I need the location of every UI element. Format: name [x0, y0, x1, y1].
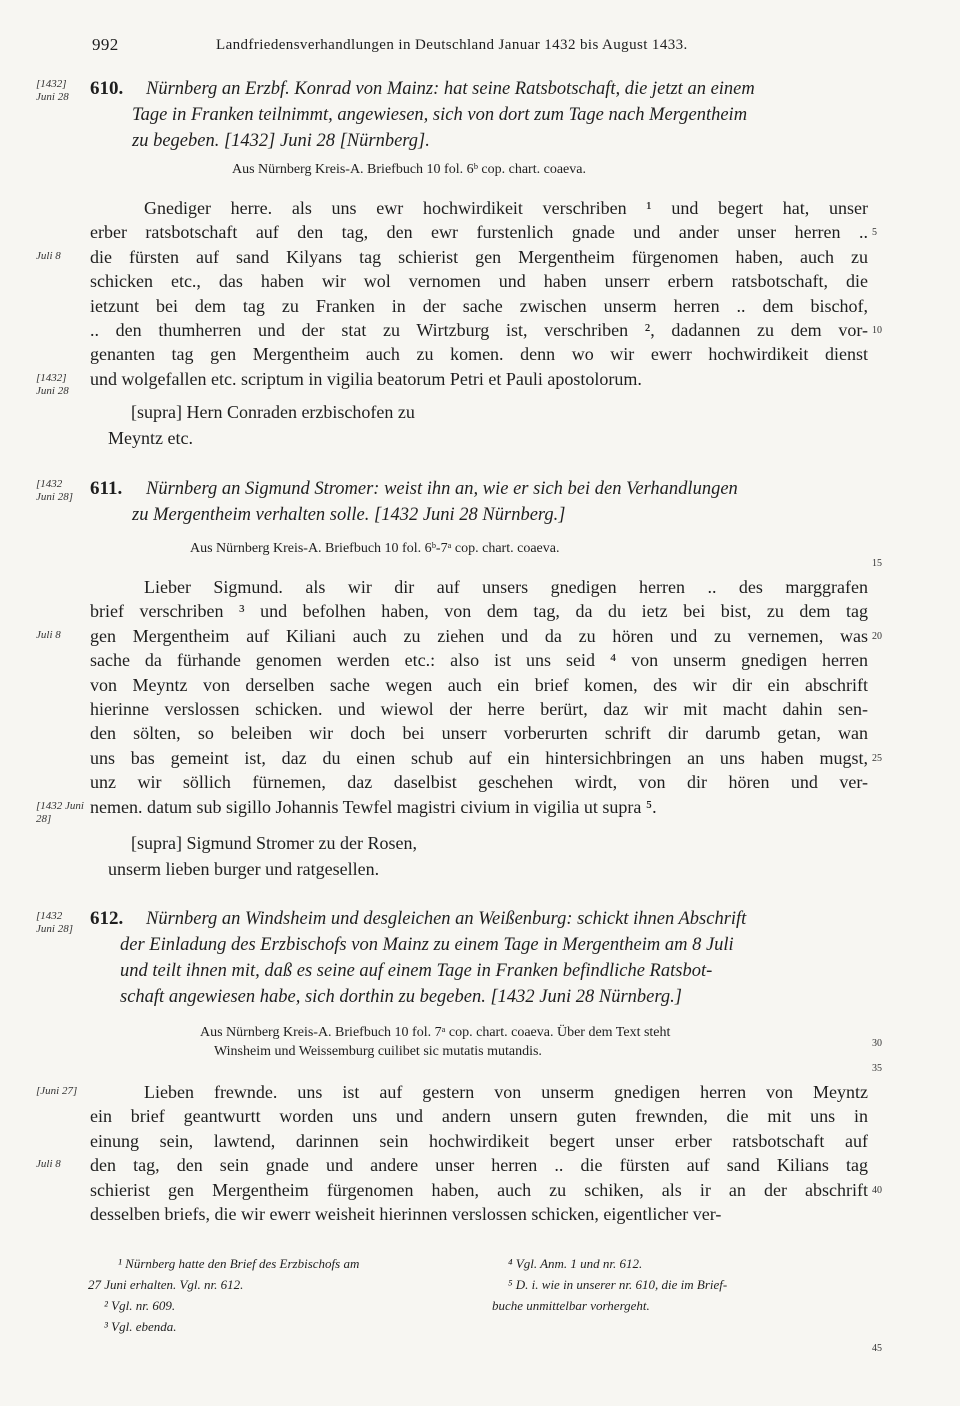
doc612-number-text: 612. — [90, 908, 124, 929]
doc610-text-line: und wolgefallen etc. scriptum in vigilia beatorum Petri et Pauli apostolorum. — [90, 368, 642, 389]
doc610-address-line: Meyntz etc. — [108, 428, 193, 448]
doc610-number-text: 610. — [90, 78, 124, 99]
doc612-source-line: Aus Nürnberg Kreis-A. Briefbuch 10 fol. 7ᵃ cop. chart. coaeva. Über dem Text steht — [200, 1025, 671, 1040]
doc611-text-line: hierinne verslossen schicken. und wiewol der herre berürt, daz wir mit macht dahin sen- — [90, 699, 868, 719]
line-number: 30 — [872, 1038, 882, 1050]
doc611-margin-date: [1432 Juni 28] — [36, 478, 73, 503]
doc610-text-line: genanten tag gen Mergentheim auch zu komen. denn wo wir ewerr hochwirdikeit dienst — [90, 344, 868, 365]
line-number: 10 — [872, 325, 882, 336]
doc611-text-line: den sölten, so beleiben wir doch bei unserr vorberurten schrift dir darumb getan, wan — [90, 723, 868, 744]
doc611-text-line: uns bas gemeint ist, daz du einen schub auf ein hintersichbringen an uns haben mugst, — [90, 747, 868, 768]
doc610-text-line: erber ratsbotschaft auf den tag, den ewr furstenlich gnade und ander unser herren .. — [90, 222, 868, 243]
doc612-text-line: Lieben frewnde. uns ist auf gestern von unserm gnedigen herren von Meyntz — [144, 1082, 868, 1102]
doc611-source: Aus Nürnberg Kreis-A. Briefbuch 10 fol. 6ᵇ-7ᵃ cop. chart. coaeva. — [190, 541, 560, 556]
doc611-address-line: unserm lieben burger und ratgesellen. — [108, 859, 380, 879]
doc610-text-line: schicken etc., das haben wir wol vernomen und haben unserr erbern ratsbotschaft, die — [90, 271, 868, 292]
footnote-line: buche unmittelbar vorhergeht. — [492, 1298, 650, 1313]
line-number: 45 — [872, 1343, 882, 1354]
doc611-text-line: unz wir söllich fürnemen, daz daselbist geschehen wirdt, von dir hören und ver- — [90, 772, 868, 793]
doc612-regest-line: und teilt ihnen mit, daß es seine auf einem Tage in Franken befindliche Ratsbot- — [120, 961, 713, 981]
line-number: 25 — [872, 752, 882, 764]
doc610-text-line: .. den thumherren und der stat zu Wirtzburg ist, verschriben ², dadannen zu dem vor- — [90, 320, 868, 340]
doc612-text-line: einung sein, lawtend, darinnen sein hochwirdikeit begert unser erber ratsbotschaft auf — [90, 1130, 868, 1151]
doc611-address-line: [supra] Sigmund Stromer zu der Rosen, — [131, 833, 417, 853]
doc611-text-line: von Meyntz von derselben sache wegen auch ein brief komen, des wir dir ein abschrift — [90, 674, 868, 695]
doc612-regest-line: der Einladung des Erzbischofs von Mainz zu einem Tage in Mergentheim am 8 Juli — [120, 935, 734, 955]
line-number: 35 — [872, 1062, 882, 1074]
doc610-regest-line: Nürnberg an Erzbf. Konrad von Mainz: hat seine Ratsbotschaft, die jetzt an einem — [146, 79, 755, 99]
footnote-line: ⁵ D. i. wie in unserer nr. 610, die im Brief- — [508, 1277, 728, 1292]
doc610-address-line: [supra] Hern Conraden erzbischofen zu — [131, 402, 415, 422]
line-number: 40 — [872, 1184, 882, 1196]
doc610-source: Aus Nürnberg Kreis-A. Briefbuch 10 fol. 6ᵇ cop. chart. coaeva. — [232, 162, 586, 177]
footnote-line: ⁴ Vgl. Anm. 1 und nr. 612. — [508, 1256, 643, 1271]
footnote-line: 27 Juni erhalten. Vgl. nr. 612. — [88, 1277, 244, 1292]
doc611-number — [90, 476, 130, 502]
line-number: 5 — [872, 227, 877, 239]
doc611-regest-line: zu Mergentheim verhalten solle. [1432 Juni 28 Nürnberg.] — [132, 505, 566, 525]
doc610-margin-date: [1432] Juni 28 — [36, 78, 69, 103]
doc611-text-line: Lieber Sigmund. als wir dir auf unsers gnedigen herren .. des marggrafen — [144, 577, 868, 597]
doc611-regest-line: Nürnberg an Sigmund Stromer: weist ihn an, wie er sich bei den Verhandlungen — [146, 479, 738, 499]
doc610-number — [90, 76, 131, 102]
doc612-regest-line: Nürnberg an Windsheim und desgleichen an Weißenburg: schickt ihnen Abschrift — [146, 909, 747, 929]
doc611-text-line: nemen. datum sub sigillo Johannis Tewfel magistri civium in vigilia ut supra ⁵. — [90, 796, 657, 817]
doc610-text-line: die fürsten auf sand Kilyans tag schierist gen Mergentheim fürgenomen haben, auch zu — [90, 246, 868, 267]
doc610-text-line: ietzunt bei dem tag zu Franken in der sache zwischen unserm herren .. dem bischof, — [90, 295, 868, 316]
doc611-text-line: sache da fürhande genomen werden etc.: also ist uns seid ⁴ von unserm gnedigen herren — [90, 650, 868, 671]
doc610-text-line: Gnediger herre. als uns ewr hochwirdikeit verschriben ¹ und begert hat, unser — [144, 198, 868, 218]
doc611-side-note: Juli 8 — [36, 628, 61, 641]
doc612-text-line: den tag, den sein gnade und andere unser herren .. die fürsten auf sand Kilians tag — [90, 1155, 868, 1176]
doc610-side-note: [1432] Juni 28 — [36, 371, 69, 397]
doc611-side-note: [1432 Juni 28] — [36, 799, 84, 825]
doc612-text-line: schierist gen Mergentheim fürgenomen haben, auch zu schiken, als ir an der abschrift — [90, 1179, 868, 1200]
doc612-margin-date: [1432 Juni 28] — [36, 910, 73, 935]
doc610-regest-line: Tage in Franken teilnimmt, angewiesen, sich von dort zum Tage nach Mergentheim — [132, 105, 748, 125]
line-number: 20 — [872, 630, 882, 642]
doc610-side-note: Juli 8 — [36, 249, 61, 262]
doc612-side-note: [Juni 27] — [36, 1085, 78, 1097]
doc610-regest-line: zu begeben. [1432] Juni 28 [Nürnberg]. — [132, 131, 430, 151]
doc611-text-line: brief verschriben ³ und befolhen haben, von dem tag, da du ietz bei bist, zu dem tag — [90, 601, 868, 622]
doc612-text-line: ein brief geantwurtt worden uns und andern unsern guten frewnden, die mit uns in — [90, 1106, 868, 1127]
doc611-number-text: 611. — [90, 478, 123, 499]
running-title: Landfriedensverhandlungen in Deutschland Januar 1432 bis August 1433. — [216, 37, 688, 53]
doc612-side-note: Juli 8 — [36, 1158, 61, 1171]
line-number: 15 — [872, 557, 882, 569]
page-number: 992 — [92, 35, 119, 54]
doc611-text-line: gen Mergentheim auf Kiliani auch zu ziehen und da zu hören und zu vernemen, was — [90, 625, 868, 646]
doc612-text-line: desselben briefs, die wir ewerr weisheit hierinnen verslossen schicken, eigentlicher ver- — [90, 1204, 722, 1224]
footnote-line: ³ Vgl. ebenda. — [104, 1319, 177, 1334]
doc612-number — [90, 906, 131, 932]
footnote-line: ¹ Nürnberg hatte den Brief des Erzbischofs am — [118, 1256, 360, 1271]
footnote-line: ² Vgl. nr. 609. — [104, 1298, 176, 1313]
doc612-source-line: Winsheim und Weissemburg cuilibet sic mutatis mutandis. — [214, 1044, 542, 1059]
doc612-regest-line: schaft angewiesen habe, sich dorthin zu begeben. [1432 Juni 28 Nürnberg.] — [120, 987, 682, 1007]
